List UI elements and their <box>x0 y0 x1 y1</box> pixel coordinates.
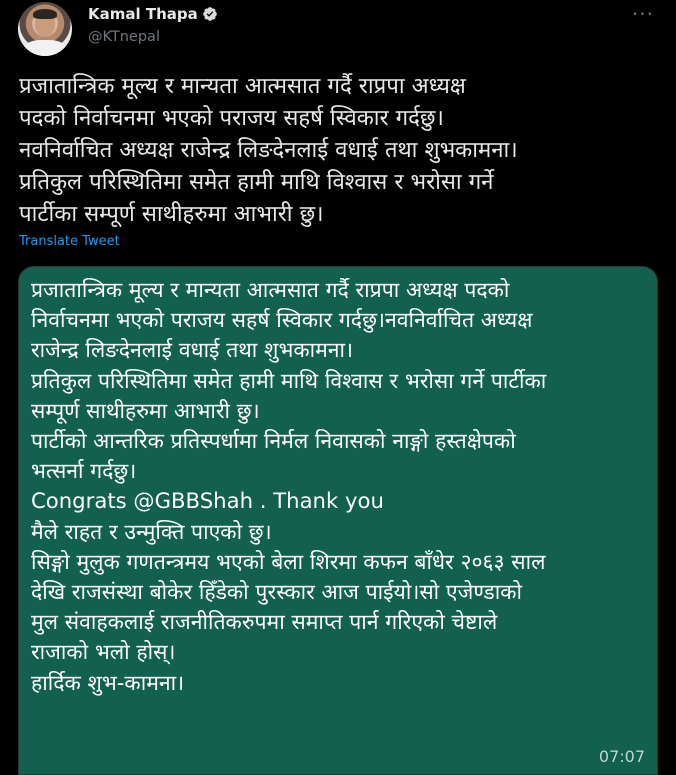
media-line: प्रजातान्त्रिक मूल्य र मान्यता आत्मसात गर्दै राप्रपा अध्यक्ष पदको <box>31 277 510 302</box>
verified-badge-icon <box>202 6 218 22</box>
author-name-row <box>88 5 218 23</box>
media-line: राजाको भलो होस्। <box>31 639 176 665</box>
media-line: सिङ्गो मुलुक गणतन्त्रमय भएको बेला शिरमा कफन बाँधेर २०६३ साल <box>31 548 546 574</box>
media-line: निर्वाचनमा भएको पराजय सहर्ष स्विकार गर्दछु।नवनिर्वाचित अध्यक्ष <box>31 307 533 333</box>
media-line: सम्पूर्ण साथीहरुमा आभारी छु। <box>31 397 260 423</box>
tweet-line: पार्टीका सम्पूर्ण साथीहरुमा आभारी छु। <box>19 201 324 227</box>
tweet-line: नवनिर्वाचित अध्यक्ष राजेन्द्र लिङदेनलाई वधाई तथा शुभकामना। <box>19 137 518 163</box>
more-options-icon[interactable]: ··· <box>631 2 654 26</box>
avatar-hair <box>33 9 57 19</box>
media-line: मुल संवाहकलाई राजनीतिकरुपमा समाप्त पार्न गरिएको चेष्टाले <box>31 609 498 635</box>
media-line: हार्दिक शुभ-कामना। <box>31 669 185 695</box>
media-line: भत्सर्ना गर्दछु। <box>31 458 137 484</box>
author-handle[interactable]: @KTnepal <box>88 29 160 45</box>
message-timestamp: 07:07 <box>598 747 645 766</box>
media-message-text <box>31 275 653 698</box>
media-line: मैले राहत र उन्मुक्ति पाएको छु। <box>31 518 272 544</box>
tweet-line: पदको निर्वाचनमा भएको पराजय सहर्ष स्विकार गर्दछु। <box>19 105 444 131</box>
media-line: प्रतिकुल परिस्थितिमा समेत हामी माथि विश्वास र भरोसा गर्ने पार्टीका <box>31 367 547 393</box>
tweet-line: प्रतिकुल परिस्थितिमा समेत हामी माथि विश्वास र भरोसा गर्ने <box>19 169 494 195</box>
media-line: पार्टीको आन्तरिक प्रतिस्पर्धामा निर्मल निवासको नाङ्गो हस्तक्षेपको <box>31 428 516 454</box>
media-line: राजेन्द्र लिङदेनलाई वधाई तथा शुभकामना। <box>31 337 354 363</box>
tweet-text <box>19 70 667 230</box>
avatar-shirt <box>24 40 66 56</box>
media-line: Congrats @GBBShah . Thank you <box>31 488 384 514</box>
media-line: देखि राजसंस्था बोकेर हिँडेको पुरस्कार आज पाईयो।सो एजेण्डाको <box>31 579 522 605</box>
avatar[interactable] <box>18 2 72 56</box>
author-name[interactable]: Kamal Thapa <box>88 5 198 23</box>
tweet-media-image[interactable] <box>18 266 658 775</box>
tweet-line: प्रजातान्त्रिक मूल्य र मान्यता आत्मसात गर्दै राप्रपा अध्यक्ष <box>19 73 466 99</box>
translate-tweet-link[interactable]: Translate Tweet <box>19 234 120 249</box>
